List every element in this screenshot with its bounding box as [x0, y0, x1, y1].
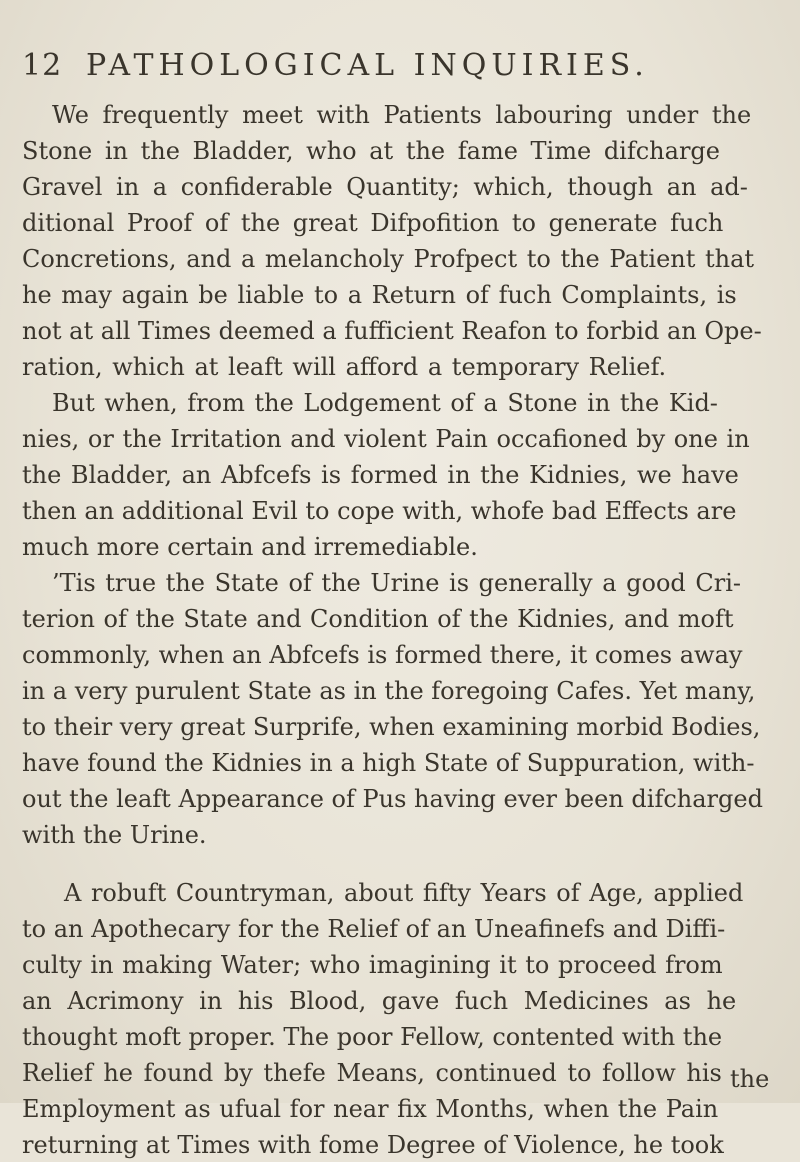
text-line: Gravel in a confiderable Quantity; which, though an ad-: [22, 173, 748, 201]
text-line: commonly, when an Abfcefs is formed there, it comes away: [22, 641, 743, 669]
page-header: [22, 44, 782, 94]
text-line: much more certain and irremediable.: [22, 533, 478, 561]
text-line: ditional Proof of the great Difpofition to generate fuch: [22, 209, 724, 237]
text-line: have found the Kidnies in a high State of Suppuration, with-: [22, 749, 755, 777]
text-line: We frequently meet with Patients labouring under the: [52, 101, 752, 129]
running-head: PATHOLOGICAL INQUIRIES.: [86, 48, 649, 83]
text-line: to an Apothecary for the Relief of an Uneafinefs and Diffi-: [22, 915, 726, 943]
catchword: the: [730, 1065, 770, 1093]
text-line: out the leaft Appearance of Pus having ever been difcharged: [22, 785, 763, 813]
text-line: in a very purulent State as in the foregoing Cafes. Yet many,: [22, 677, 756, 705]
text-line: ’Tis true the State of the Urine is generally a good Cri-: [52, 569, 742, 597]
text-line: But when, from the Lodgement of a Stone in the Kid-: [52, 389, 718, 417]
text-line: the Bladder, an Abfcefs is formed in the Kidnies, we have: [22, 461, 739, 489]
text-line: Employment as ufual for near fix Months, when the Pain: [22, 1095, 719, 1123]
text-line: Stone in the Bladder, who at the fame Time difcharge: [22, 137, 720, 165]
text-line: ration, which at leaft will afford a temporary Relief.: [22, 353, 667, 381]
text-line: Concretions, and a melancholy Profpect to the Patient that: [22, 245, 755, 273]
text-line: Relief he found by thefe Means, continued to follow his: [22, 1059, 722, 1087]
page-number: 12: [22, 48, 63, 83]
text-line: returning at Times with fome Degree of Violence, he took: [22, 1131, 724, 1159]
text-line: thought moft proper. The poor Fellow, contented with the: [22, 1023, 723, 1051]
text-line: with the Urine.: [22, 821, 207, 849]
text-line: A robuft Countryman, about fifty Years of Age, applied: [64, 879, 744, 907]
text-line: then an additional Evil to cope with, whofe bad Effects are: [22, 497, 737, 525]
text-line: not at all Times deemed a fufficient Reafon to forbid an Ope-: [22, 317, 762, 345]
text-line: terion of the State and Condition of the Kidnies, and moft: [22, 605, 734, 633]
text-line: to their very great Surprife, when examining morbid Bodies,: [22, 713, 761, 741]
text-line: he may again be liable to a Return of fuch Complaints, is: [22, 281, 737, 309]
text-line: nies, or the Irritation and violent Pain occafioned by one in: [22, 425, 750, 453]
text-line: an Acrimony in his Blood, gave fuch Medicines as he: [22, 987, 737, 1015]
text-line: culty in making Water; who imagining it to proceed from: [22, 951, 723, 979]
